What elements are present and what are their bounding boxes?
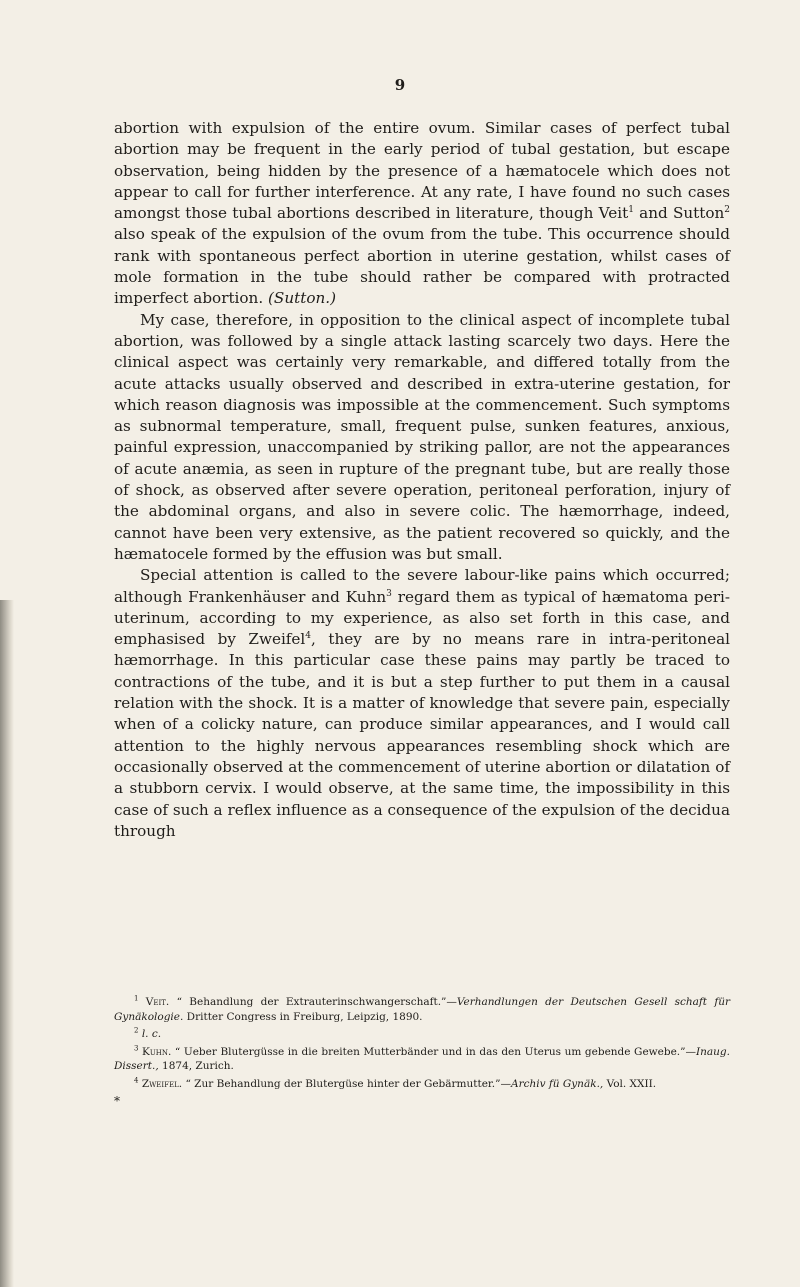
footnote-reference: 4	[305, 631, 312, 642]
footnote-text: “ Ueber Blutergüsse in die breiten Mutterbänder und in das den Uterus um gebende Gewebe.”—	[171, 1045, 696, 1058]
footnote-source: Verhandlungen der Deutschen Gesell schaft für Gynäkologie.	[114, 996, 731, 1023]
footnote-reference: 1	[628, 205, 634, 216]
paragraph	[114, 118, 730, 310]
text-run: also speak of the expulsion of the ovum from the tube. This occurrence should rank with spontaneous perfect abortion in uterine gestation, whilst cases of mole formation in the tube should rather be compared with protracted imperfect abortion.	[114, 225, 730, 308]
text-run: and Sutton	[633, 204, 725, 223]
text-run: , they are by no means rare in intra-peritoneal hæmorrhage. In this particular case these pains may partly be traced to contractions of the tube, and it is but a step further to put them in a causal relation with the shock. It is a matter of knowledge that severe pain, especially when of a colicky nature, can produce similar appearances, and I would call attention to the highly nervous appearances resembling shock which are occasionally observed at the commencement of uterine abortion or dilatation of a stubborn cervix. I would observe, at the same time, the impossibility in this case of such a reflex influence as a consequence of the expulsion of the decidua through	[114, 630, 730, 840]
footnote-mark: 3	[134, 1044, 139, 1052]
footnote-mark: 1	[134, 994, 139, 1003]
footnote-details: 1874, Zurich.	[158, 1060, 234, 1072]
footnote-details: Dritter Congress in Freiburg, Leipzig, 1890.	[183, 1010, 423, 1023]
footnote-source: l. c.	[141, 1028, 162, 1040]
page-edge-shadow	[0, 600, 14, 1287]
footnote-text: “ Behandlung der Extrauterinschwangerschaft.”—	[169, 996, 457, 1008]
footnotes	[114, 995, 730, 1112]
text-run: Special attention is called to the severe labour-like pains which occurred; although Frankenhäuser and Kuhn	[114, 566, 730, 606]
paragraph	[114, 310, 730, 566]
footnote-text: “ Zur Behandlung der Blutergüse hinter der Gebärmutter.”—	[182, 1077, 511, 1090]
footnote-details: Vol. XXII.	[603, 1077, 657, 1090]
footnote-reference: 3	[386, 588, 392, 599]
footnote-author: Zweifel.	[141, 1077, 183, 1090]
signature-mark: *	[114, 1094, 120, 1108]
body-text	[114, 118, 730, 842]
footnote	[114, 1045, 730, 1074]
page-number: 9	[394, 76, 406, 94]
footnote-source: Archiv fü Gynäk.,	[511, 1077, 604, 1090]
text-run: My case, therefore, in opposition to the clinical aspect of incomplete tubal abortion, was followed by a single attack lasting scarcely two days. Here the clinical aspect was certainly very remarkable, and differed totally from the acute attacks usually observed and described in extra-uterine gestation, for which reason diagnosis was impossible at the commencement. Such symptoms as subnormal temperature, small, frequent pulse, sunken features, anxious, painful expression, unaccompanied by striking pallor, are not the appearances of acute anæmia, as seen in rupture of the pregnant tube, but are really those of shock, as observed after severe operation, peritoneal perforation, injury of the abdominal organs, and also in severe colic. The hæmorrhage, indeed, cannot have been very extensive, as the patient recovered so quickly, and the hæmatocele formed by the effusion was but small.	[114, 310, 730, 563]
paragraph	[114, 565, 730, 842]
footnote-mark: 2	[134, 1026, 139, 1035]
footnote-author: Veit.	[145, 996, 170, 1008]
footnote-mark: 4	[134, 1076, 139, 1084]
footnote-source: Inaug. Dissert.,	[114, 1045, 730, 1072]
footnote	[114, 1077, 730, 1092]
footnote-reference: 2	[724, 205, 730, 216]
footnote	[114, 1027, 730, 1042]
citation: (Sutton.)	[268, 289, 336, 308]
text-run: abortion with expulsion of the entire ovum. Similar cases of perfect tubal abortion may be frequent in the early period of tubal gestation, but escape observation, being hidden by the presence of a hæmatocele which does not appear to call for further interference. At any rate, I have found no such cases amongst those tubal abortions described in literature, though Veit	[114, 119, 730, 223]
footnote	[114, 995, 730, 1024]
footnote-author: Kuhn.	[142, 1045, 172, 1058]
text-run: regard them as typical of hæmatoma peri-uterinum, according to my experience, as also set forth in this case, and emphasised by Zweifel	[114, 587, 730, 649]
